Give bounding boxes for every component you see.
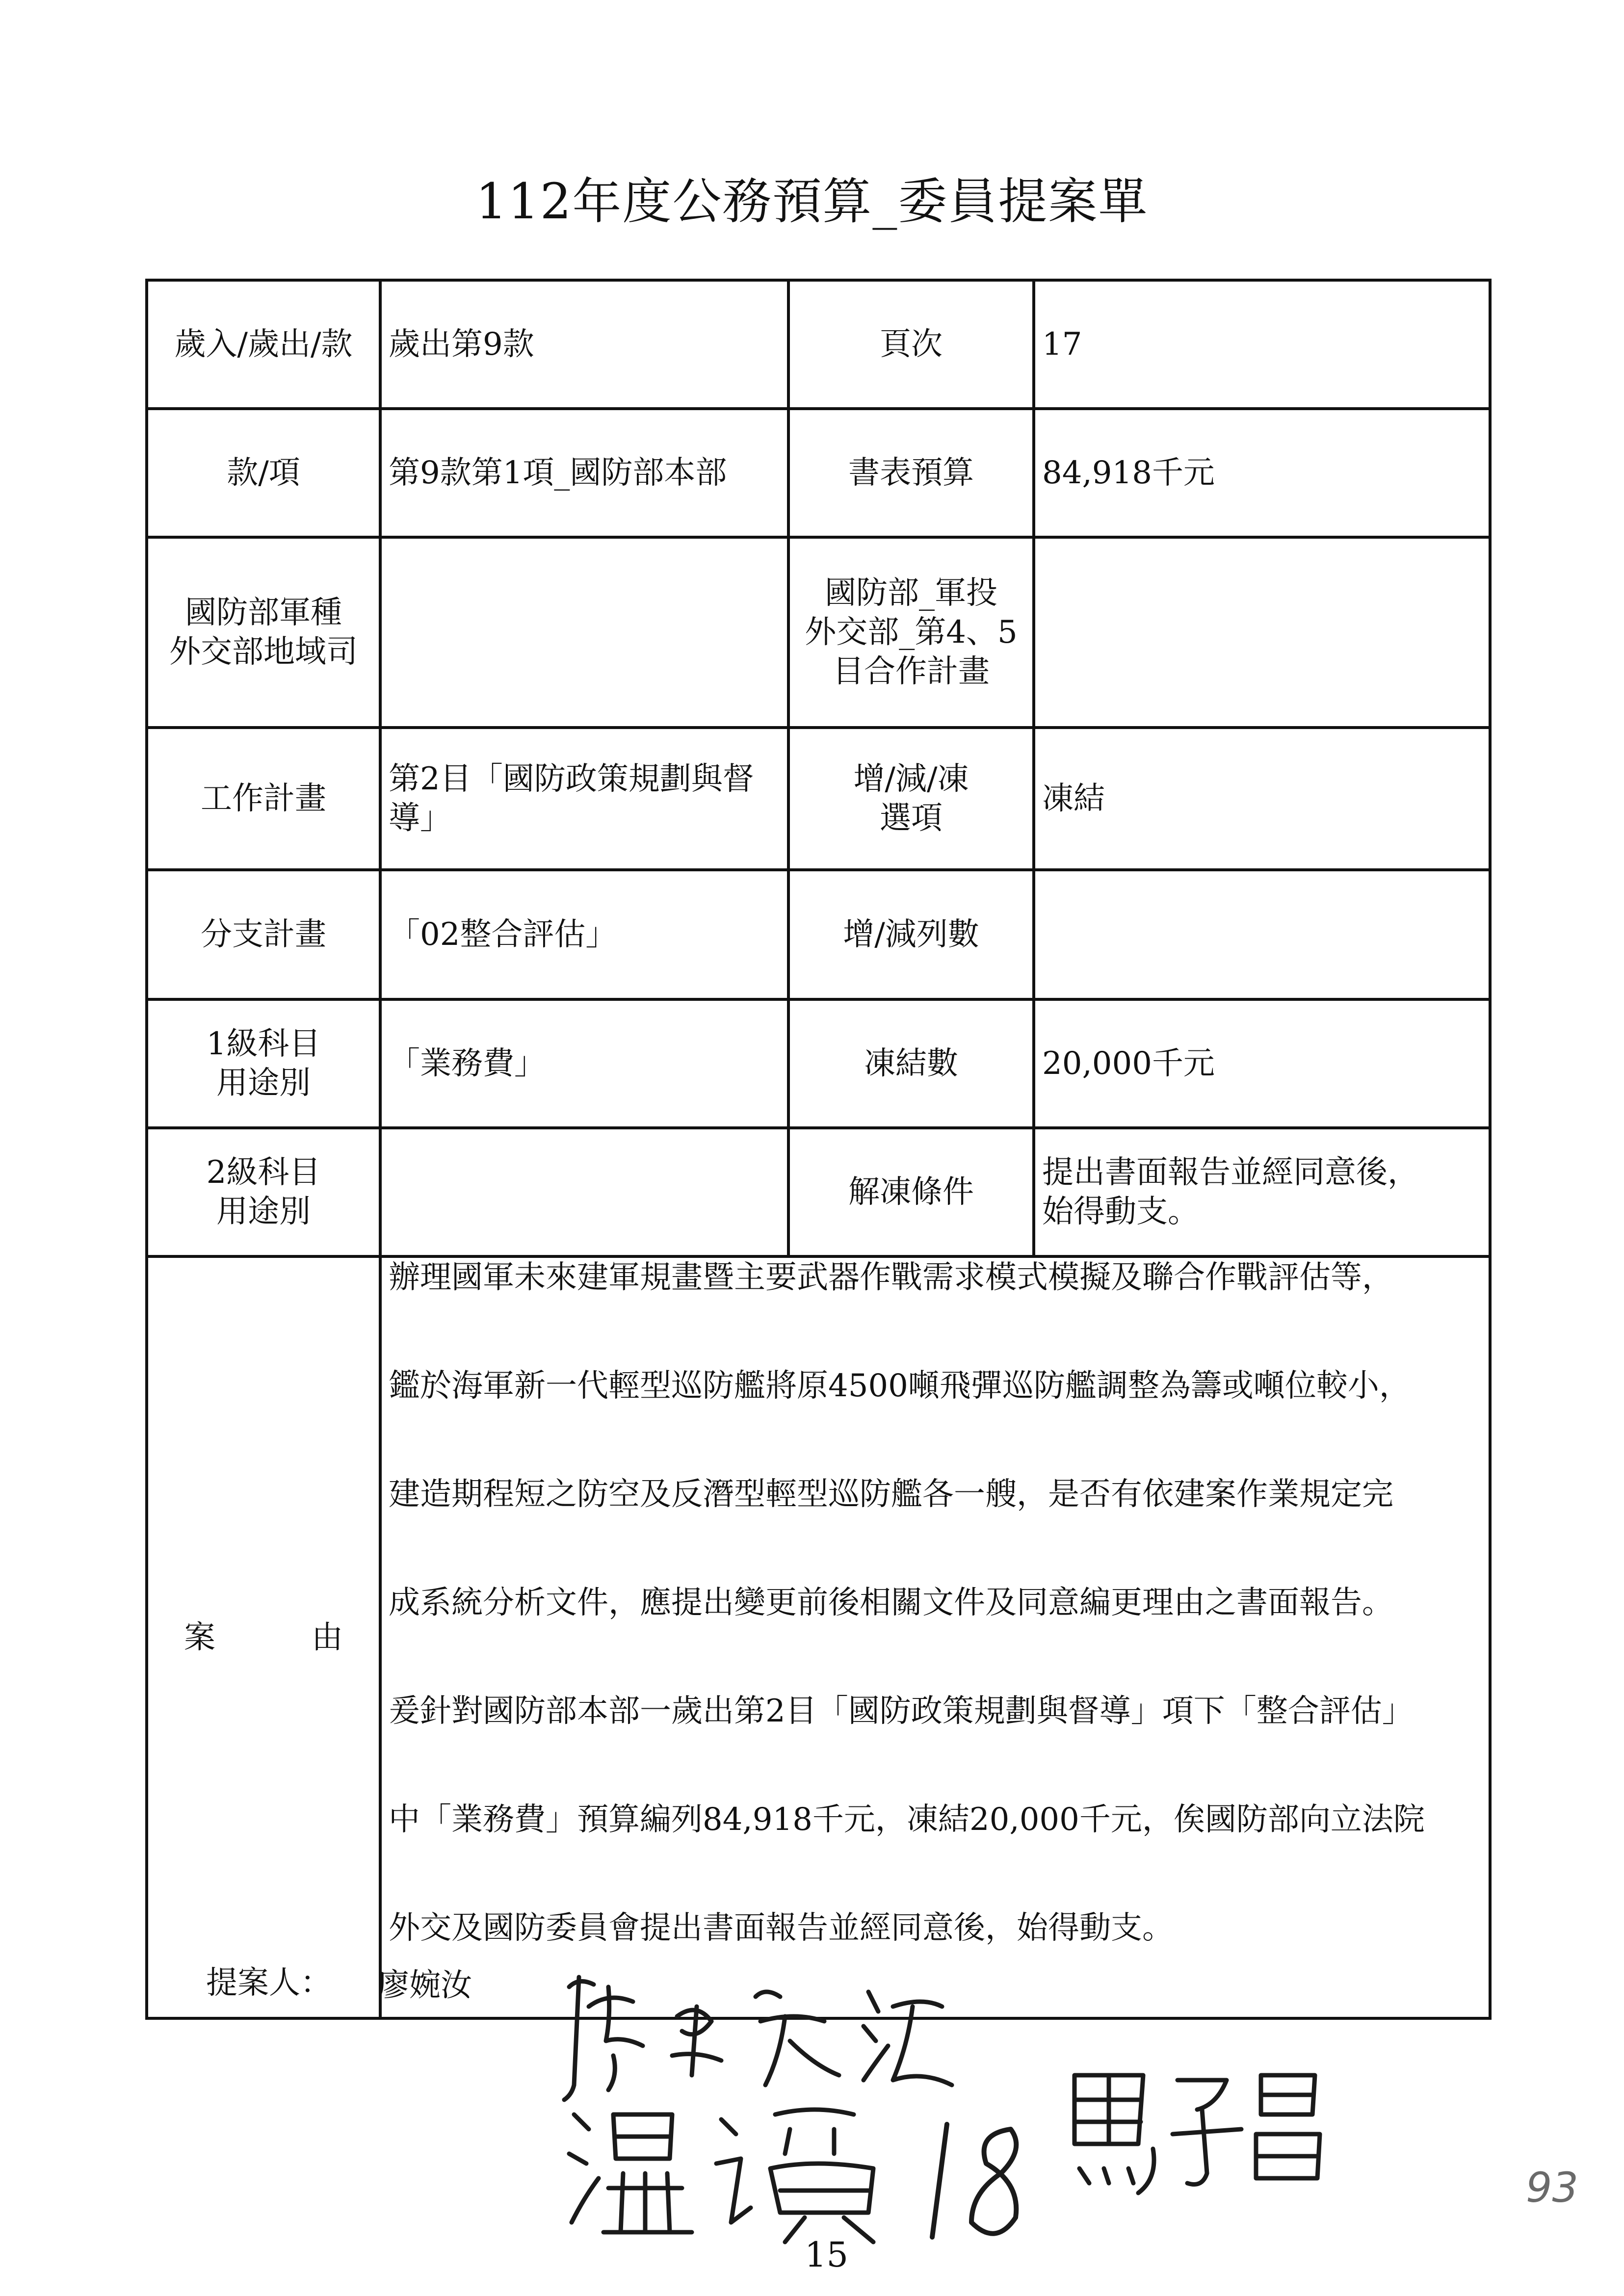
value-line: 第2目「國防政策規劃與督 xyxy=(389,761,754,797)
reason-label-char: 由 xyxy=(312,1619,343,1656)
label-cell: 款/項 xyxy=(147,409,380,537)
table-row xyxy=(147,409,1490,537)
table-row xyxy=(147,537,1490,728)
value-line: 導」 xyxy=(389,800,451,836)
label-cell: 頁次 xyxy=(788,280,1034,409)
table-row-reason xyxy=(147,1256,1490,2018)
label-cell: 工作計畫 xyxy=(147,728,380,870)
label-cell: 凍結數 xyxy=(788,999,1034,1128)
label-line: 2級科目 xyxy=(206,1154,321,1191)
label-line: 選項 xyxy=(880,800,943,836)
reason-label-char: 案 xyxy=(184,1619,215,1656)
value-cell xyxy=(380,537,788,728)
signature-1 xyxy=(550,1957,971,2105)
value-cell: 84,918千元 xyxy=(1034,409,1490,537)
value-cell xyxy=(1034,870,1490,999)
label-cell: 書表預算 xyxy=(788,409,1034,537)
proposer-label: 提案人： xyxy=(206,1965,332,2001)
label-cell: 歲入/歲出/款 xyxy=(147,280,380,409)
reason-line: 爰針對國防部本部一歲出第2目「國防政策規劃與督導」項下「整合評估」 xyxy=(389,1693,1414,1729)
reason-text xyxy=(380,1256,1490,2018)
label-line: 1級科目 xyxy=(206,1026,321,1062)
label-line: 用途別 xyxy=(216,1065,311,1101)
reason-line: 外交及國防委員會提出書面報告並經同意後，始得動支。 xyxy=(389,1910,1174,1946)
page-title: 112年度公務預算_委員提案單 xyxy=(475,173,1149,230)
signature-3 xyxy=(1060,2056,1335,2203)
value-cell: 20,000千元 xyxy=(1034,999,1490,1128)
table-row xyxy=(147,1128,1490,1256)
value-line: 提出書面報告並經同意後， xyxy=(1042,1154,1419,1191)
value-cell: 歲出第9款 xyxy=(380,280,788,409)
label-cell xyxy=(147,1128,380,1256)
label-cell xyxy=(147,537,380,728)
table-row xyxy=(147,728,1490,870)
label-line: 外交部地域司 xyxy=(169,634,358,670)
proposal-form-table xyxy=(145,279,1492,2020)
reason-line: 成系統分析文件，應提出變更前後相關文件及同意編更理由之書面報告。 xyxy=(389,1585,1393,1621)
label-cell: 分支計畫 xyxy=(147,870,380,999)
label-cell xyxy=(788,537,1034,728)
reason-line: 辦理國軍未來建軍規畫暨主要武器作戰需求模式模擬及聯合作戰評估等， xyxy=(389,1259,1393,1296)
stamp-number: 93 xyxy=(1526,2164,1578,2212)
reason-line: 建造期程短之防空及反潛型輕型巡防艦各一艘，是否有依建案作業規定完 xyxy=(389,1476,1393,1513)
value-cell xyxy=(380,1128,788,1256)
label-line: 外交部_第4、5 xyxy=(805,614,1018,651)
page-number: 15 xyxy=(805,2235,849,2275)
value-cell xyxy=(1034,537,1490,728)
value-cell xyxy=(1034,1128,1490,1256)
table-row xyxy=(147,870,1490,999)
value-cell: 「業務費」 xyxy=(380,999,788,1128)
label-cell: 解凍條件 xyxy=(788,1128,1034,1256)
value-cell xyxy=(380,728,788,870)
reason-line: 鑑於海軍新一代輕型巡防艦將原4500噸飛彈巡防艦調整為籌或噸位較小， xyxy=(389,1368,1411,1404)
signature-2 xyxy=(559,2085,932,2247)
label-line: 目合作計畫 xyxy=(833,653,990,690)
label-cell xyxy=(788,728,1034,870)
label-cell xyxy=(147,999,380,1128)
value-cell: 「02整合評估」 xyxy=(380,870,788,999)
label-line: 增/減/凍 xyxy=(853,761,969,797)
value-cell: 凍結 xyxy=(1034,728,1490,870)
table-row xyxy=(147,999,1490,1128)
value-cell: 第9款第1項_國防部本部 xyxy=(380,409,788,537)
label-line: 用途別 xyxy=(216,1194,311,1230)
label-line: 國防部軍種 xyxy=(185,595,342,631)
value-cell: 17 xyxy=(1034,280,1490,409)
reason-line: 中「業務費」預算編列84,918千元，凍結20,000千元，俟國防部向立法院 xyxy=(389,1801,1425,1838)
value-line: 始得動支。 xyxy=(1042,1194,1199,1230)
proposer-name: 廖婉汝 xyxy=(378,1967,472,2004)
signature-number xyxy=(917,2105,1055,2252)
table-row xyxy=(147,280,1490,409)
label-line: 國防部_軍投 xyxy=(825,575,997,611)
label-cell: 增/減列數 xyxy=(788,870,1034,999)
reason-label xyxy=(147,1256,380,2018)
